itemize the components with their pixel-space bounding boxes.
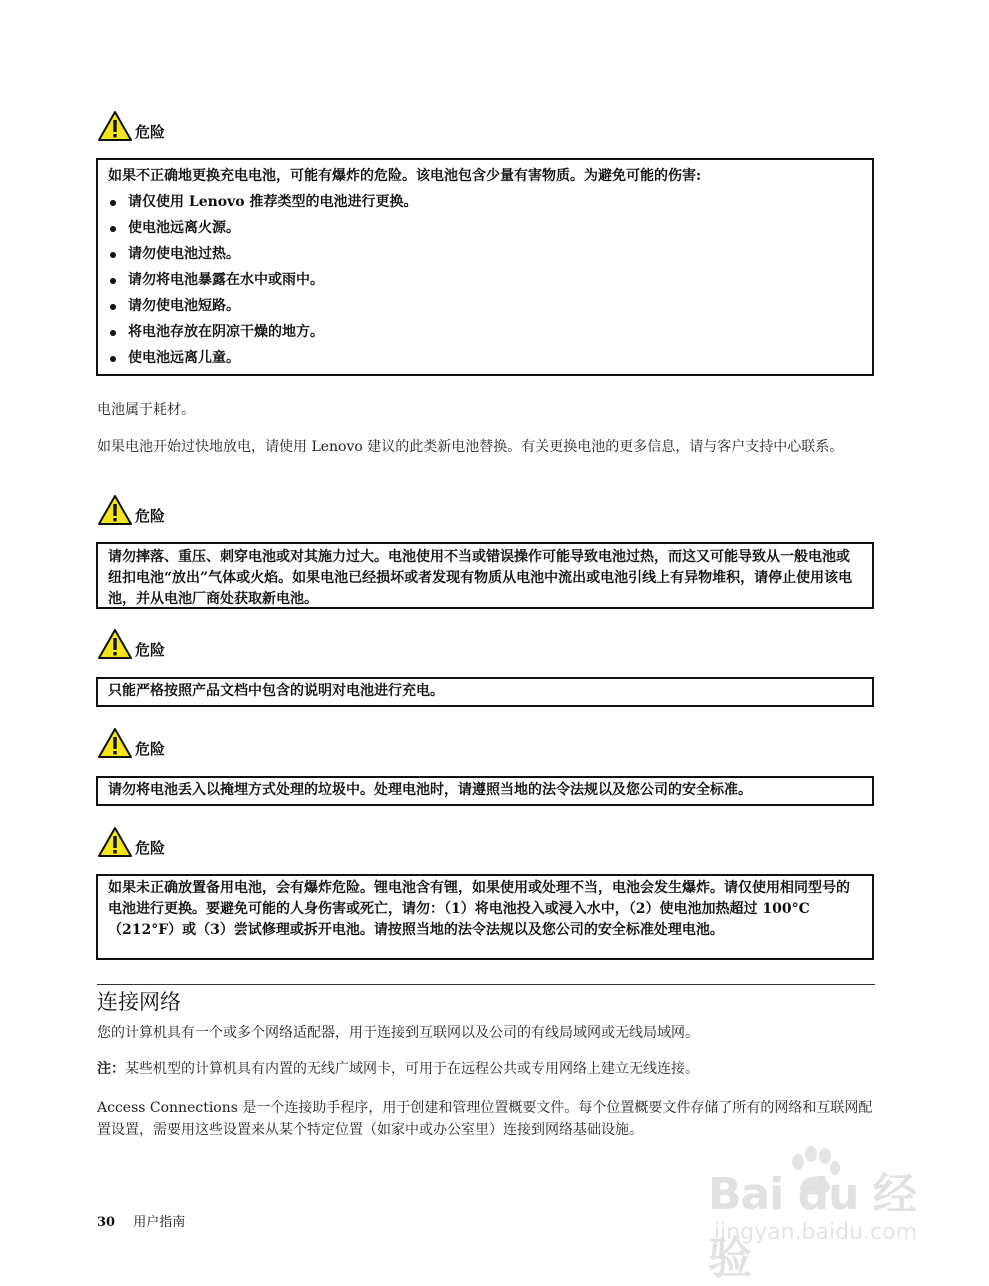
danger-label-text: 危险 — [135, 507, 166, 525]
warning-triangle-icon — [97, 628, 133, 660]
page-footer — [97, 1211, 185, 1230]
warning-text: 只能严格按照产品文档中包含的说明对电池进行充电。 — [108, 683, 444, 699]
list-item: 使电池远离火源。 — [108, 218, 862, 239]
danger-label-3 — [97, 628, 165, 660]
danger-label-text: 危险 — [135, 123, 166, 141]
list-item: 请勿使电池短路。 — [108, 296, 862, 317]
warning-box-4 — [96, 776, 874, 806]
warning-text: 请勿摔落、重压、刺穿电池或对其施力过大。电池使用不当或错误操作可能导致电池过热，而这又可能导致从一般电池或纽扣电池“放出”气体或火焰。如果电池已经损坏或者发现有物质从电池中流出或电池引线上有异物堆积，请停止使用该电池，并从电池厂商处获取新电池。 — [108, 549, 853, 607]
warning-triangle-icon — [97, 110, 133, 142]
danger-label-2 — [97, 494, 165, 526]
warning-box-3 — [96, 677, 874, 707]
danger-label-text: 危险 — [135, 740, 166, 758]
list-item: 请仅使用 Lenovo 推荐类型的电池进行更换。 — [108, 192, 862, 213]
note-paragraph — [97, 1058, 877, 1080]
danger-label-4 — [97, 727, 165, 759]
section-title: 连接网络 — [97, 990, 181, 1014]
warning-triangle-icon — [97, 494, 133, 526]
section-divider — [97, 984, 875, 985]
warning-box-1 — [96, 158, 874, 376]
page-number: 30 — [97, 1215, 116, 1230]
warning-triangle-icon — [97, 826, 133, 858]
warning-text: 如果未正确放置备用电池，会有爆炸危险。锂电池含有锂，如果使用或处理不当，电池会发生爆炸。请仅使用相同型号的电池进行更换。要避免可能的人身伤害或死亡，请勿：（1）将电池投入或浸入水中，（2）使电池加热超过 100°C（212°F）或（3）尝试修理或拆开电池。请按照当地的法令法规以及您公司的安全标准处理电池。 — [108, 880, 850, 938]
doc-title: 用户指南 — [133, 1215, 186, 1230]
note-label: 注： — [97, 1061, 125, 1077]
danger-label-5 — [97, 826, 165, 858]
danger-label-1 — [97, 110, 165, 142]
paragraph-network-intro: 您的计算机具有一个或多个网络适配器，用于连接到互联网以及公司的有线局域网或无线局域网。 — [97, 1025, 699, 1041]
warning-box-2 — [96, 542, 874, 609]
watermark-url: jingyan.baidu.com — [714, 1220, 918, 1245]
baidu-watermark — [700, 1140, 940, 1284]
paragraph-consumable: 电池属于耗材。 — [97, 402, 195, 418]
warning-intro: 如果不正确地更换充电电池，可能有爆炸的危险。该电池包含少量有害物质。为避免可能的伤害: — [108, 168, 702, 184]
list-item: 使电池远离儿童。 — [108, 348, 862, 369]
danger-label-text: 危险 — [135, 641, 166, 659]
list-item: 请勿使电池过热。 — [108, 244, 862, 265]
watermark-brand: Bai du 经验 — [708, 1169, 916, 1284]
paragraph-access-connections: Access Connections 是一个连接助手程序，用于创建和管理位置概要文件。每个位置概要文件存储了所有的网络和互联网配置设置，需要用这些设置来从某个特定位置（如家中或办公室里）连接到网络基础设施。 — [97, 1100, 873, 1138]
warning-text: 请勿将电池丢入以掩埋方式处理的垃圾中。处理电池时，请遵照当地的法令法规以及您公司的安全标准。 — [108, 782, 752, 798]
note-text: 某些机型的计算机具有内置的无线广域网卡，可用于在远程公共或专用网络上建立无线连接。 — [125, 1061, 699, 1077]
paragraph-replace: 如果电池开始过快地放电，请使用 Lenovo 建议的此类新电池替换。有关更换电池的更多信息，请与客户支持中心联系。 — [97, 439, 844, 455]
list-item: 请勿将电池暴露在水中或雨中。 — [108, 270, 862, 291]
warning-triangle-icon — [97, 727, 133, 759]
danger-label-text: 危险 — [135, 839, 166, 857]
warning-box-5 — [96, 874, 874, 960]
warning-bullet-list — [108, 192, 862, 369]
list-item: 将电池存放在阴凉干燥的地方。 — [108, 322, 862, 343]
